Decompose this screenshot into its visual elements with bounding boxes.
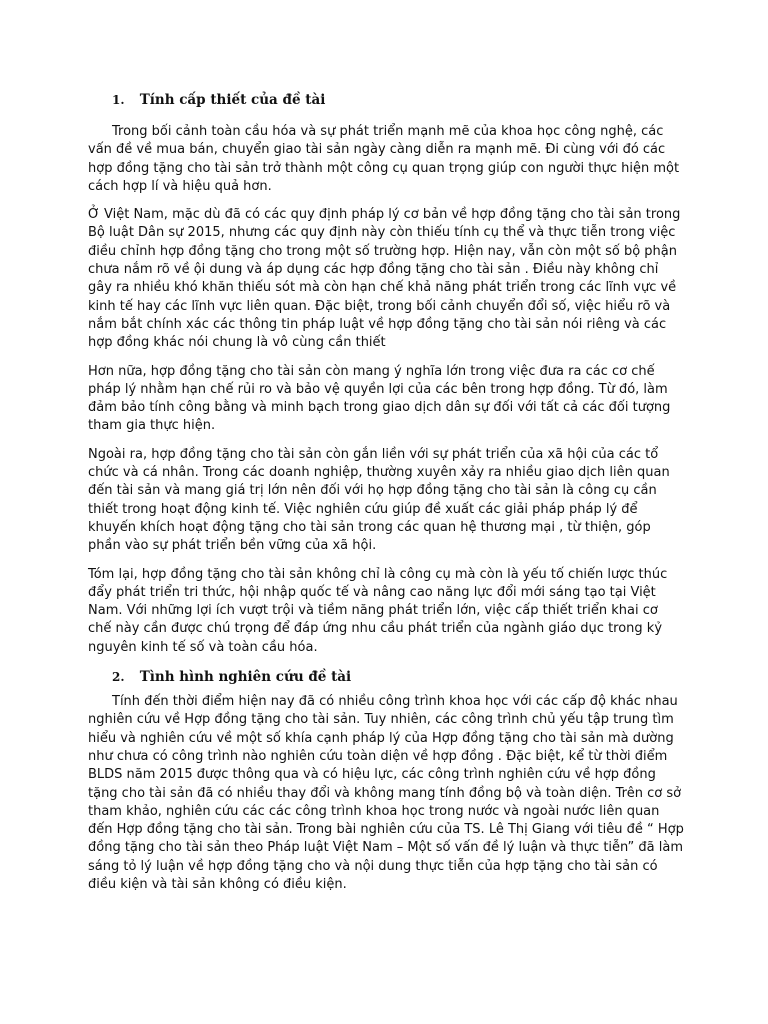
paragraph-1-5: Tóm lại, hợp đồng tặng cho tài sản không chỉ là công cụ mà còn là yếu tố chiến lược thúc đẩy phát triển tri thức, hội nhập quốc tế và nâng cao năng lực đổi mới sáng tạo tại Việt Nam. Với những lợi ích vượt trội và tiềm năng phát triển lớn, việc cấp thiết triển khai cơ chế này cần được chú trọng để đáp ứng nhu cầu phát triển của ngành giáo dục trong kỷ nguyên kinh tế số và toàn cầu hóa. bbox=[88, 566, 668, 655]
section-title-2: Tình hình nghiên cứu đề tài bbox=[139, 669, 352, 686]
section-title-1: Tính cấp thiết của đề tài bbox=[139, 92, 326, 108]
paragraph-1-4: Ngoài ra, hợp đồng tặng cho tài sản còn gắn liền với sự phát triển của xã hội của các tổ chức và cá nhân. Trong các doanh nghiệp, thường xuyên xảy ra nhiều giao dịch liên quan đến tài sản và mang giá trị lớn nên đối với họ hợp đồng tặng cho tài sản là công cụ cần thiết trong hoạt động kinh tế. Việc nghiên cứu giúp đề xuất các giải pháp pháp lý để khuyến khích hoạt động tặng cho tài sản trong các quan hệ thương mại , từ thiện, góp phần vào sự phát triển bền vững của xã hội. bbox=[88, 446, 670, 554]
paragraph-1-1: Trong bối cảnh toàn cầu hóa và sự phát triển mạnh mẽ của khoa học công nghệ, các vấn đề về mua bán, chuyển giao tài sản ngày càng diễn ra mạnh mẽ. Đi cùng với đó các hợp đồng tặng cho tài sản trở thành một công cụ quan trọng giúp con người thực hiện một cách hợp lí và hiệu quả hơn. bbox=[88, 124, 680, 194]
section-heading-2 bbox=[112, 667, 684, 687]
paragraph-1-2: Ở Việt Nam, mặc dù đã có các quy định pháp lý cơ bản về hợp đồng tặng cho tài sản trong Bộ luật Dân sự 2015, nhưng các quy định này còn thiếu tính cụ thể và thực tiễn trong việc điều chỉnh hợp đồng tặng cho trong một số trường hợp. Hiện nay, vẫn còn một số bộ phận chưa nắm rõ về ội dung và áp dụng các hợp đồng tặng cho tài sản . Điều này không chỉ gây ra nhiều khó khăn thiếu sót mà còn hạn chế khả năng phát triển trong các lĩnh vực về kinh tế hay các lĩnh vực liên quan. Đặc biệt, trong bối cảnh chuyển đổi số, việc hiểu rõ và nắm bắt chính xác các thông tin pháp luật về hợp đồng tặng cho tài sản nói riêng và các hợp đồng khác nói chung là vô cùng cần thiết bbox=[88, 207, 681, 351]
document-page bbox=[88, 90, 684, 904]
section-number-1: 1. bbox=[112, 93, 125, 107]
section-number-2: 2. bbox=[112, 670, 125, 685]
paragraph-2-1: Tính đến thời điểm hiện nay đã có nhiều công trình khoa học với các cấp độ khác nhau nghiên cứu về Hợp đồng tặng cho tài sản. Tuy nhiên, các công trình chủ yếu tập trung tìm hiểu và nghiên cứu về một số khía cạnh pháp lý của Hợp đồng tặng cho tài sản mà dường như chưa có công trình nào nghiên cứu toàn diện về hợp đồng . Đặc biệt, kể từ thời điểm BLDS năm 2015 được thông qua và có hiệu lực, các công trình nghiên cứu về hợp đồng tặng cho tài sản đã có nhiều thay đổi và không mang tính đồng bộ và toàn diện. Trên cơ sở tham khảo, nghiên cứu các các công trình khoa học trong nước và ngoài nước liên quan đến Hợp đồng tặng cho tài sản. Trong bài nghiên cứu của TS. Lê Thị Giang với tiêu đề “ Hợp đồng tặng cho tài sản theo Pháp luật Việt Nam – Một số vấn đề lý luận và thực tiễn” đã làm sáng tỏ lý luận về hợp đồng tặng cho và nội dung thực tiễn của hợp tặng cho tài sản có điều kiện và tài sản không có điều kiện. bbox=[88, 694, 684, 892]
section-heading-1 bbox=[112, 90, 684, 110]
paragraph-1-3: Hơn nữa, hợp đồng tặng cho tài sản còn mang ý nghĩa lớn trong việc đưa ra các cơ chế pháp lý nhằm hạn chế rủi ro và bảo vệ quyền lợi của các bên trong hợp đồng. Từ đó, làm đảm bảo tính công bằng và minh bạch trong giao dịch dân sự đối với tất cả các đối tượng tham gia thực hiện. bbox=[88, 363, 671, 434]
